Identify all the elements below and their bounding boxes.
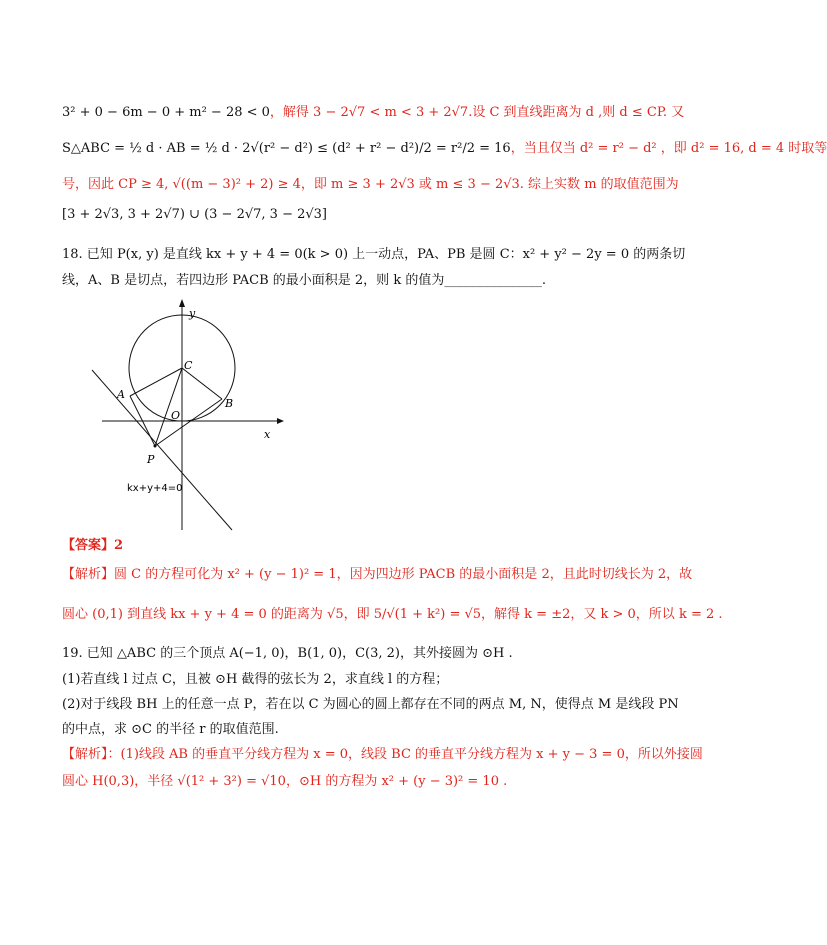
analysis-line-2 [62,606,723,624]
label-b: B [225,397,234,410]
geometry-figure [92,295,294,535]
solution-text-red: ，解得 3 − 2√7 < m < 3 + 2√7.设 C 到直线距离为 d ,则 d ≤ CP. 又 [269,105,685,120]
question-19-text-d: 的中点，求 ⊙C 的半径 r 的取值范围. [62,722,279,737]
cp-condition: 号，因此 CP ≥ 4, √((m − 3)² + 2) ≥ 4 [62,177,301,192]
solution-line-2 [62,140,827,158]
figure-svg [92,295,294,535]
solution-line-4 [62,206,327,224]
radius-cb [182,368,222,399]
analysis2-text-a: 【解析】：(1)线段 AB 的垂直平分线方程为 x = 0，线段 BC 的垂直平分线方程为 x + y − 3 = 0，所以外接圆 [62,747,703,762]
analysis2-line-1 [62,746,703,764]
question-19-text-a: 19. 已知 △ABC 的三个顶点 A(−1, 0)，B(1, 0)，C(3, 2)，其外接圆为 ⊙H . [62,646,513,661]
line-l [92,370,232,530]
tangent-pb [155,399,222,446]
answer-text: 【答案】2 [62,538,124,553]
label-a: A [117,388,125,401]
area-formula: S△ABC = ½ d · AB = ½ d · 2√(r² − d²) ≤ (d² + r² − d²)/2 = r²/2 = 16 [62,141,511,156]
question-19-line-3 [62,696,679,714]
label-c: C [184,359,193,372]
analysis-line-1 [62,566,692,584]
inequality-text: 3² + 0 − 6m − 0 + m² − 28 < 0 [62,105,270,120]
label-x: x [264,428,271,441]
question-18-text-a: 18. 已知 P(x, y) 是直线 kx + y + 4 = 0(k > 0) 上一动点，PA、PB 是圆 C：x² + y² − 2y = 0 的两条切 [62,247,686,262]
question-19-line-4 [62,721,279,739]
m-range-text: ，即 m ≥ 3 + 2√3 或 m ≤ 3 − 2√3. 综上实数 m 的取值范围为 [300,177,679,192]
label-p: P [147,453,155,466]
answer-line [62,537,123,555]
question-19-line-2 [62,671,448,689]
question-18-text-b: 线，A、B 是切点，若四边形 PACB 的最小面积是 2，则 k 的值为_______________. [62,273,546,288]
label-y: y [189,307,196,320]
solution-line-3 [62,176,679,194]
analysis2-text-b: 圆心 H(0,3)，半径 √(1² + 3²) = √10，⊙H 的方程为 x² + (y − 3)² = 10 . [62,774,508,789]
solution-line-1 [62,104,684,122]
question-19-text-c: (2)对于线段 BH 上的任意一点 P，若在以 C 为圆心的圆上都存在不同的两点 M, N，使得点 M 是线段 PN [62,697,679,712]
x-axis-arrow [277,418,284,424]
label-o: O [171,409,181,422]
y-axis-arrow [179,299,185,307]
question-18-line-1 [62,246,685,264]
question-18-line-2 [62,272,546,290]
equality-condition: ，当且仅当 d² = r² − d² ，即 d² = 16, d = 4 时取等 [510,141,827,156]
analysis-text-b: 圆心 (0,1) 到直线 kx + y + 4 = 0 的距离为 √5，即 5/√(1 + k²) = √5，解得 k = ±2，又 k > 0，所以 k = 2 . [62,607,723,622]
label-line-equation: kx+y+4=0 [127,483,183,494]
final-range: [3 + 2√3, 3 + 2√7) ∪ (3 − 2√7, 3 − 2√3] [62,207,327,222]
analysis2-line-2 [62,773,507,791]
analysis-text-a: 【解析】圆 C 的方程可化为 x² + (y − 1)² = 1，因为四边形 PACB 的最小面积是 2，且此时切线长为 2，故 [62,567,693,582]
question-19-text-b: (1)若直线 l 过点 C，且被 ⊙H 截得的弦长为 2，求直线 l 的方程； [62,672,449,687]
question-19-line-1 [62,645,513,663]
segment-pc [155,368,182,446]
